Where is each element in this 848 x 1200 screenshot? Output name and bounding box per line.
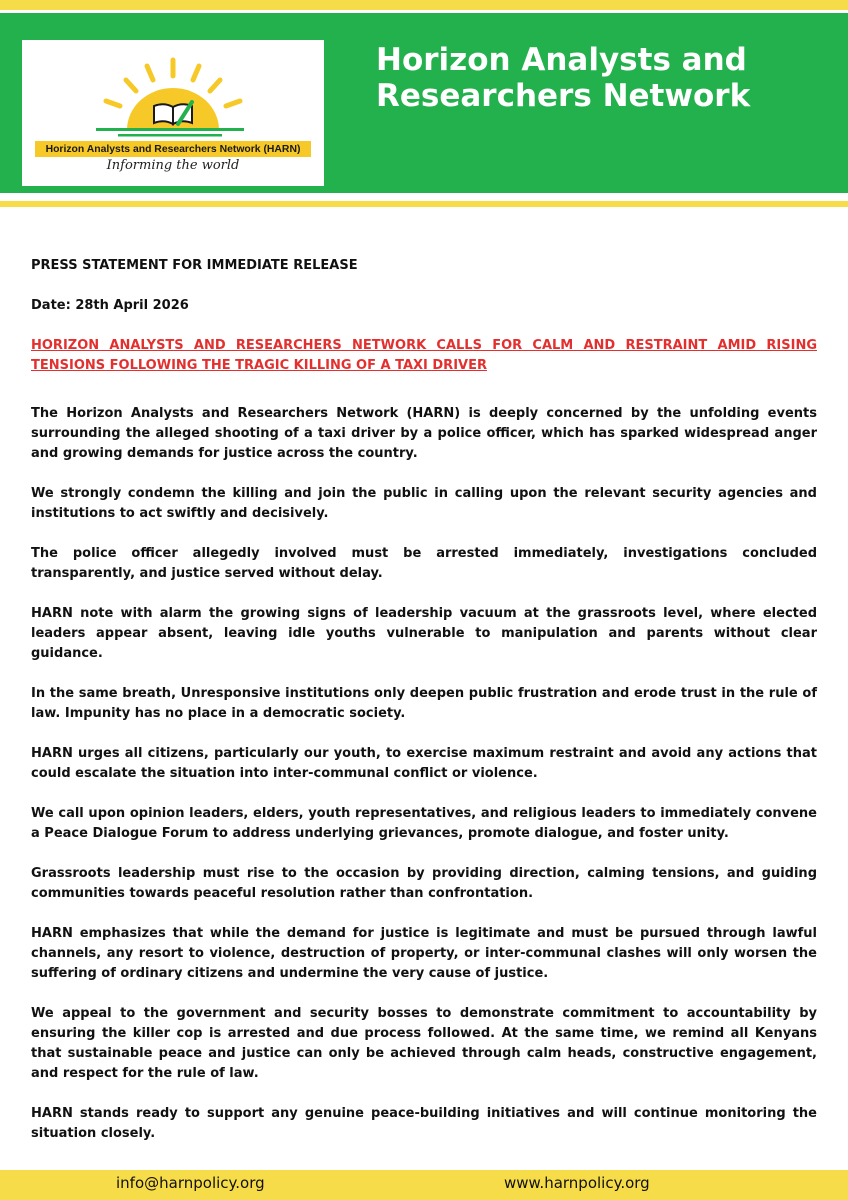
top-accent-bar [0,0,848,10]
logo-tagline: Informing the world [106,158,240,173]
statement-paragraph: We call upon opinion leaders, elders, youth representatives, and religious leaders to immediately convene a Peace Dialogue Forum to address underlying grievances, promote dialogue, and foster unity. [31,806,817,841]
statement-date: Date: 28th April 2026 [31,298,189,313]
header-divider [0,193,848,201]
logo [22,40,324,186]
statement-headline: HORIZON ANALYSTS AND RESEARCHERS NETWORK CALLS FOR CALM AND RESTRAINT AMID RISING TENSIONS FOLLOWING THE TRAGIC KILLING OF A TAXI DRIVER [31,338,817,373]
statement-paragraph: HARN note with alarm the growing signs of leadership vacuum at the grassroots level, where elected leaders appear absent, leaving idle youths vulnerable to manipulation and parents without clear guidance. [31,606,817,661]
footer-website-link[interactable]: www.harnpolicy.org [504,1174,650,1192]
statement-paragraph: We appeal to the government and security bosses to demonstrate commitment to accountability by ensuring the killer cop is arrested and due process followed. At the same time, we remind all Kenyans that sustainable peace and justice can only be achieved through calm heads, constructive engagement, and respect for the rule of law. [31,1006,817,1081]
statement-kicker: PRESS STATEMENT FOR IMMEDIATE RELEASE [31,258,358,273]
footer-bar [0,1170,848,1200]
press-statement [31,256,817,1164]
statement-paragraph: HARN stands ready to support any genuine peace-building initiatives and will continue monitoring the situation closely. [31,1106,817,1141]
statement-paragraph: Grassroots leadership must rise to the occasion by providing direction, calming tensions, and guiding communities towards peaceful resolution rather than confrontation. [31,866,817,901]
page-title: Horizon Analysts and Researchers Network [376,42,751,114]
footer-email-link[interactable]: info@harnpolicy.org [116,1174,265,1192]
statement-paragraph: HARN urges all citizens, particularly our youth, to exercise maximum restraint and avoid any actions that could escalate the situation into inter-communal conflict or violence. [31,746,817,781]
statement-paragraph: We strongly condemn the killing and join the public in calling upon the relevant security agencies and institutions to act swiftly and decisively. [31,486,817,521]
header-accent-bar [0,201,848,207]
logo-org-name: Horizon Analysts and Researchers Network (HARN) [35,141,311,157]
statement-paragraph: The police officer allegedly involved must be arrested immediately, investigations concluded transparently, and justice served without delay. [31,546,817,581]
statement-paragraph: The Horizon Analysts and Researchers Network (HARN) is deeply concerned by the unfolding events surrounding the alleged shooting of a taxi driver by a police officer, which has sparked widespread anger and growing demands for justice across the country. [31,406,817,461]
statement-paragraph: In the same breath, Unresponsive institutions only deepen public frustration and erode trust in the rule of law. Impunity has no place in a democratic society. [31,686,817,721]
statement-paragraph: HARN emphasizes that while the demand for justice is legitimate and must be pursued through lawful channels, any resort to violence, destruction of property, or inter-communal clashes will only worsen the suffering of ordinary citizens and undermine the very cause of justice. [31,926,817,981]
